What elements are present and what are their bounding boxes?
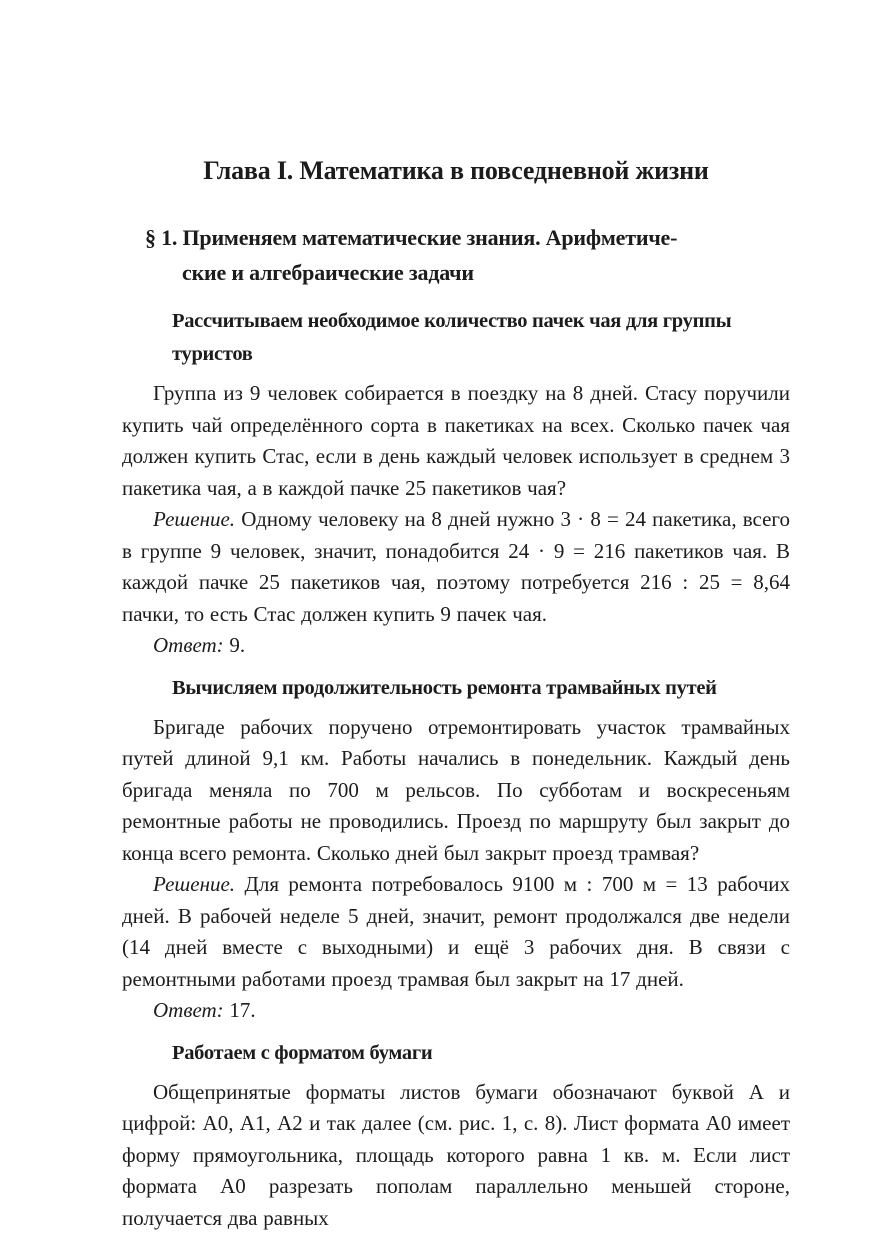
solution-text: Для ремонта потребовалось 9100 м : 700 м = 13 рабочих дней. В рабочей неделе 5 дней, значит, ремонт продолжался две недели (14 дней вместе с выходными) и ещё 3 рабочих дня. В связи с ремонтными работами проезд трамвая был закрыт на 17 дней. <box>122 872 791 991</box>
solution-paragraph <box>122 504 790 630</box>
answer-label: Ответ: <box>153 633 224 657</box>
section-heading-line-1: § 1. Применяем математические знания. Арифметиче- <box>145 225 678 250</box>
problem-statement: Общепринятые форматы листов бумаги обозначают буквой А и цифрой: А0, А1, А2 и так далее (см. рис. 1, с. 8). Лист формата А0 имеет форму прямоугольника, площадь которого равна 1 кв. м. Если лист формата А0 разрезать пополам параллельно меньшей стороне, получается два равных <box>122 1079 790 1230</box>
problem-title-line: туристов <box>172 343 253 365</box>
section-heading <box>145 220 790 290</box>
chapter-title: Глава I. Математика в повседневной жизни <box>203 156 709 185</box>
problem-title-tram-repair <box>172 672 790 705</box>
solution-label: Решение. <box>153 507 236 531</box>
problem-statement: Бригаде рабочих поручено отремонтировать участок трамвайных путей длиной 9,1 км. Работы начались в понедельник. Каждый день бригада меняла по 700 м рельсов. По субботам и воскресеньям ремонтные работы не проводились. Проезд по маршруту был закрыт до конца всего ремонта. Сколько дней был закрыт проезд трамвая? <box>122 714 790 865</box>
answer-paragraph <box>122 995 790 1027</box>
problem-title-tea-packs <box>172 305 790 371</box>
answer-value: 9. <box>229 633 246 657</box>
problem-title-paper-format <box>172 1037 790 1070</box>
section-heading-line-2: ские и алгебраические задачи <box>182 260 474 285</box>
problem-title-line: Работаем с форматом бумаги <box>172 1041 433 1064</box>
answer-value: 17. <box>229 998 256 1022</box>
solution-label: Решение. <box>153 872 236 896</box>
answer-paragraph <box>122 630 790 662</box>
problem-title-line: Рассчитываем необходимое количество пачек чая для группы <box>172 310 732 332</box>
solution-text: Одному человеку на 8 дней нужно 3 · 8 = 24 пакетика, всего в группе 9 человек, значит, понадобится 24 · 9 = 216 пакетиков чая. В каждой пачке 25 пакетиков чая, поэтому потребуется 216 : 25 = 8,64 пачки, то есть Стас должен купить 9 пачек чая. <box>122 507 791 626</box>
problem-title-line: Вычисляем продолжительность ремонта трамвайных путей <box>172 676 717 699</box>
problem-statement: Группа из 9 человек собирается в поездку на 8 дней. Стасу поручили купить чай определённого сорта в пакетиках на всех. Сколько пачек чая должен купить Стас, если в день каждый человек использует в среднем 3 пакетика чая, а в каждой пачке 25 пакетиков чая? <box>122 381 790 500</box>
solution-paragraph <box>122 869 790 995</box>
answer-label: Ответ: <box>153 998 224 1022</box>
